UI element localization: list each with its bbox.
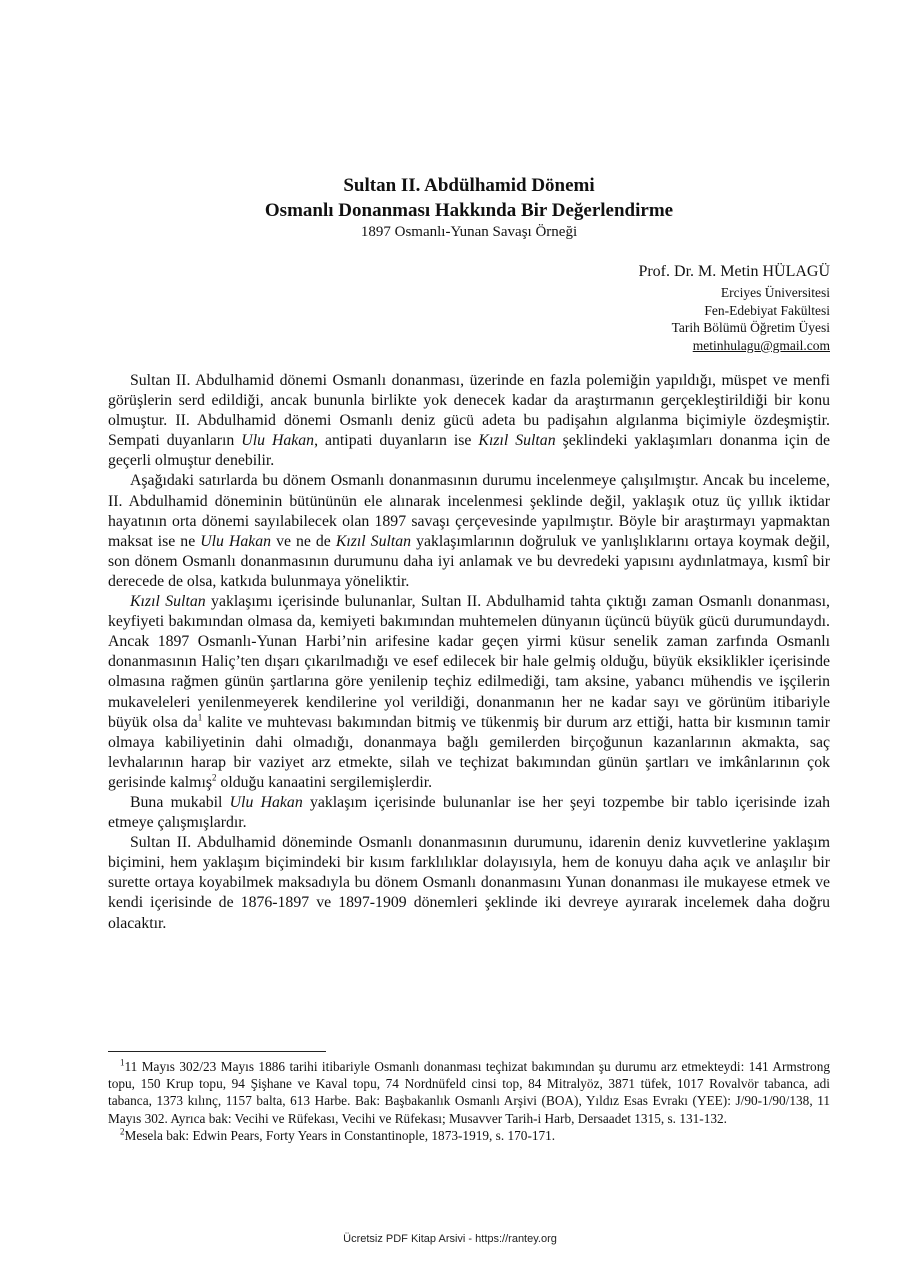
author-university: Erciyes Üniversitesi <box>720 285 830 300</box>
footnote-divider <box>108 1051 326 1052</box>
p2-text-a: Aşağıdaki satırlarda bu dönem Osmanlı donanmasının durumu incelenmeye çalışılmıştır. Ancak bu inceleme, II. Abdulhamid döneminin bütününün ele alınarak incelenmesi şeklinde değil, yaklaşık otuz üç yıllık iktidar hayatının orta dönemi sayılabilecek olan 1897 savaşı çerçevesinde yapılmıştır. Böyle bir araştırmayı yapmaktan maksat ise ne <box>108 472 830 550</box>
footnote-1-mark: 1 <box>120 1057 125 1068</box>
p3-text-b: yaklaşımı içerisinde bulunanlar, Sultan II. Abdulhamid tahta çıktığı zaman Osmanlı donanması, keyfiyeti bakımından olmasa da, kemiyeti bakımından muhtemelen dünyanın üçüncü büyük gücü durumundaydı. Ancak 1897 Osmanlı-Yunan Harbi’nin arifesine kadar geçen yirmi küsur senelik zaman zarfında Osmanlı donanmasının Haliç’ten dışarı çıkarılmadığı ve esef edilecek bir hale gelmiş olduğu, büyük eksiklikler içerisinde olmasına rağmen günün şartlarına göre yenilenip teçhiz edilmediği, tam aksine, yabancı mühendis ve işçilerin mukaveleleri yenilenmeyerek kendilerine yol verildiği, donanmanın her ne kadar sayı ve görünüm itibariyle büyük olsa da <box>108 593 830 731</box>
title-block <box>108 173 830 242</box>
p2-text-e: yaklaşımlarının doğruluk ve yanlışlıklarını ortaya koymak değil, son dönem Osmanlı donanmasının durumunu daha iyi anlamak ve bu devredeki yapısını aydınlatmaya, kısmî bir derecede de olsa, katkıda bulunmaya yöneliktir. <box>108 532 830 590</box>
p3-italic-kizil-sultan: Kızıl Sultan <box>130 593 206 611</box>
footnote-2-mark: 2 <box>120 1126 125 1137</box>
p2-italic-ulu-hakan: Ulu Hakan <box>200 532 272 550</box>
p1-italic-ulu-hakan: Ulu Hakan <box>241 432 315 450</box>
p2-italic-kizil-sultan: Kızıl Sultan <box>335 532 412 550</box>
author-name: Prof. Dr. M. Metin HÜLAGÜ <box>638 263 830 280</box>
paragraph-2 <box>108 471 830 592</box>
footnote-ref-2[interactable]: 2 <box>211 772 217 783</box>
paragraph-1 <box>108 371 830 471</box>
footnote-2 <box>108 1127 830 1144</box>
p3-text-d: olduğu kanaatini sergilemişlerdir. <box>216 773 433 791</box>
paragraph-4 <box>108 793 830 833</box>
p2-text-c: ve ne de <box>271 532 336 550</box>
paragraph-3 <box>108 592 830 793</box>
p4-text-a: Buna mukabil <box>130 793 230 811</box>
paragraph-5: Sultan II. Abdulhamid döneminde Osmanlı donanmasının durumunu, idarenin deniz kuvvetlerine yaklaşım biçimini, hem yaklaşım biçimindeki bir kısım farklılıklar dolayısıyla, hem de konuyu daha açık ve anlaşılır bir surette ortaya koyabilmek maksadıyla bu dönem Osmanlı donanmasını Yunan donanması ile mukayese etmek ve kendi içerisinde de 1876-1897 ve 1897-1909 dönemleri şeklinde iki devreye ayırarak incelemek daha doğru olacaktır. <box>108 834 830 932</box>
body-text <box>108 371 830 934</box>
title-line-2: Osmanlı Donanması Hakkında Bir Değerlendirme <box>264 200 674 221</box>
footnote-2-text: Mesela bak: Edwin Pears, Forty Years in Constantinople, 1873-1919, s. 170-171. <box>124 1127 556 1143</box>
p1-text-c: , antipati duyanların ise <box>314 432 479 450</box>
footnotes <box>108 1058 830 1144</box>
p4-italic-ulu-hakan: Ulu Hakan <box>229 793 303 811</box>
author-position: Tarih Bölümü Öğretim Üyesi <box>671 320 830 335</box>
p4-text-c: yaklaşım içerisinde bulunanlar ise her şeyi tozpembe bir tablo içerisinde izah etmeye çalışmışlardır. <box>108 793 830 832</box>
author-faculty: Fen-Edebiyat Fakültesi <box>704 302 830 318</box>
p3-text-c: kalite ve muhtevası bakımından bitmiş ve tükenmiş bir durum arz ettiği, hatta bir kısmının tamir olmaya kabiliyetinin dahi olmadığı, donanmaya bağlı gemilerden birçoğunun kazanlarının akmakta, saç levhalarının harap bir vaziyet arz etmekte, silah ve teçhizat bakımından günün şartları ve imkânlarının çok gerisinde kalmış <box>108 713 831 791</box>
footnote-1-text: 11 Mayıs 302/23 Mayıs 1886 tarihi itibariyle Osmanlı donanması teçhizat bakımından şu durumu arz etmekteydi: 141 Armstrong topu, 150 Krup topu, 94 Şişhane ve Kaval topu, 74 Nordnüfeld cinsi top, 84 Mitralyöz, 3871 tüfek, 1017 Rovalvör tabanca, adi tabanca, 1373 kılınç, 1157 balta, 613 Harbe. Bak: Başbakanlık Osmanlı Arşivi (BOA), Yıldız Esas Evrakı (YEE): J/90-1/90/138, 11 Mayıs 302. Ayrıca bak: Vecihi ve Rüfekası, Vecihi ve Rüfekası; Musavver Tarih-i Harb, Dersaadet 1315, s. 131-132. <box>108 1059 830 1126</box>
author-block <box>638 262 830 354</box>
footnote-1 <box>108 1058 830 1127</box>
p1-italic-kizil-sultan: Kızıl Sultan <box>478 432 556 450</box>
p1-text-a: Sultan II. Abdulhamid dönemi Osmanlı donanması, üzerinde en fazla polemiğin yapıldığı, müspet ve menfi görüşlerin serd edildiği, ancak bununla birlikte yok denecek kadar da araştırmanın gerçekleştirildiği bir konu olmuştur. II. Abdulhamid dönemi Osmanlı deniz gücü adeta bu padişahın algılanma biçimiyle özdeşmiştir. Sempati duyanların <box>108 372 830 450</box>
page-footer: Ücretsiz PDF Kitap Arsivi - https://rantey.org <box>343 1233 557 1245</box>
title-line-1: Sultan II. Abdülhamid Dönemi <box>343 175 595 196</box>
author-email-link[interactable]: metinhulagu@gmail.com <box>692 337 830 353</box>
subtitle: 1897 Osmanlı-Yunan Savaşı Örneği <box>360 224 578 240</box>
footnote-ref-1[interactable]: 1 <box>197 712 203 723</box>
p1-text-e: şeklindeki yaklaşımları donanma için de geçerli olmuştur denebilir. <box>108 432 830 470</box>
